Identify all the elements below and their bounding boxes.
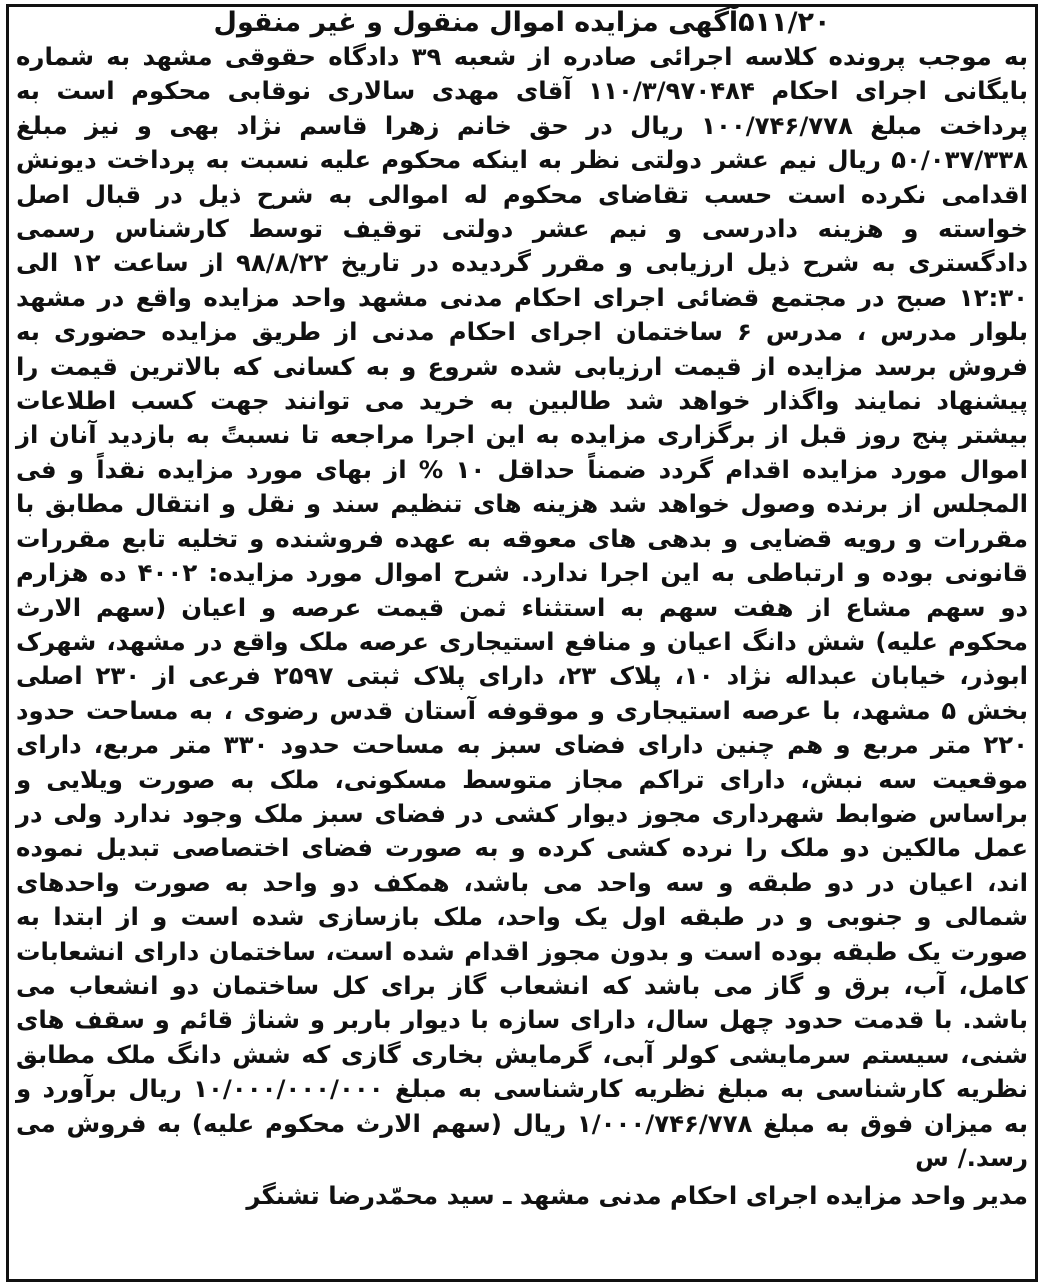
notice-signature: مدیر واحد مزایده اجرای احکام مدنی مشهد ـ سید محمّدرضا تشنگر [246, 1181, 1028, 1211]
notice-body: به موجب پرونده کلاسه اجرائی صادره از شعبه ۳۹ دادگاه حقوقی مشهد به شماره بایگانی اجرای احکام ۱۱۰/۳/۹۷۰۴۸۴ آقای مهدی سالاری نوقابی محکوم است به پرداخت مبلغ ۱۰۰/۷۴۶/۷۷۸ ریال در حق خانم زهرا قاسم نژاد بهی و نیز مبلغ ۵۰/۰۳۷/۳۳۸ ریال نیم عشر دولتی نظر به اینکه محکوم علیه نسبت به پرداخت دیونش اقدامی نکرده است حسب تقاضای محکوم له اموالی به شرح ذیل در قبال اصل خواسته و هزینه دادرسی و نیم عشر دولتی توقیف توسط کارشناس رسمی دادگستری به شرح ذیل ارزیابی و مقرر گردیده در تاریخ ۹۸/۸/۲۲ از ساعت ۱۲ الی ۱۲:۳۰ صبح در مجتمع قضائی اجرای احکام مدنی مشهد واحد مزایده واقع در مشهد بلوار مدرس ، مدرس ۶ ساختمان اجرای احکام مدنی از طریق مزایده حضوری به فروش برسد مزایده از قیمت ارزیابی شده شروع و به کسانی که بالاترین قیمت را پیشنهاد نمایند واگذار خواهد شد طالبین به خرید می توانند جهت کسب اطلاعات بیشتر پنج روز قبل از برگزاری مزایده به این اجرا مراجعه تا نسبتً به بازدید آنان از اموال مورد مزایده اقدام گردد ضمناً حداقل ۱۰ % از بهای مورد مزایده نقداً و فی المجلس از برنده وصول خواهد شد هزینه های تنظیم سند و نقل و انتقال مطابق با مقررات و رویه قضایی و بدهی های معوقه به عهده فروشنده و تخلیه تابع مقررات قانونی بوده و ارتباطی به این اجرا ندارد. شرح اموال مورد مزایده: ۴۰۰۲ ده هزارم دو سهم مشاع از هفت سهم به استثناء ثمن قیمت عرصه و اعیان (سهم الارث محکوم علیه) شش دانگ اعیان و منافع استیجاری عرصه ملک واقع در مشهد، شهرک ابوذر، خیابان عبداله نژاد ۱۰، پلاک ۲۳، دارای پلاک ثبتی ۲۵۹۷ فرعی از ۲۳۰ اصلی بخش ۵ مشهد، با عرصه استیجاری و موقوفه آستان قدس رضوی ، به مساحت حدود ۲۲۰ متر مربع و هم چنین دارای فضای سبز به مساحت حدود ۳۳۰ متر مربع، دارای موقعیت سه نبش، دارای تراکم مجاز متوسط مسکونی، ملک به صورت ویلایی و براساس ضوابط شهرداری مجوز دیوار کشی در فضای سبز ملک وجود ندارد ولی در عمل مالکین دو ملک را نرده کشی کرده و به صورت فضای اختصاصی تبدیل نموده اند، اعیان در دو طبقه و سه واحد می باشد، همکف دو واحد به صورت واحدهای شمالی و جنوبی و در طبقه اول یک واحد، ملک بازسازی شده است و از ابتدا به صورت یک طبقه بوده است و بدون مجوز اقدام شده است، ساختمان دارای انشعابات کامل، آب، برق و گاز می باشد که انشعاب گاز برای کل ساختمان دو انشعاب می باشد. با قدمت حدود چهل سال، دارای سازه با دیوار باربر و شناژ قائم و سقف های شنی، سیستم سرمایشی کولر آبی، گرمایش بخاری گازی که شش دانگ ملک مطابق نظریه کارشناسی به مبلغ نظریه کارشناسی به مبلغ ۱۰/۰۰۰/۰۰۰/۰۰۰ ریال برآورد و به میزان فوق به مبلغ ۱/۰۰۰/۷۴۶/۷۷۸ ریال (سهم الارث محکوم علیه) به فروش می رسد./ س [16, 42, 1029, 1172]
auction-notice [16, 6, 1028, 1214]
notice-title: ۵۱۱/۲۰آگهی مزایده اموال منقول و غیر منقول [213, 7, 831, 38]
